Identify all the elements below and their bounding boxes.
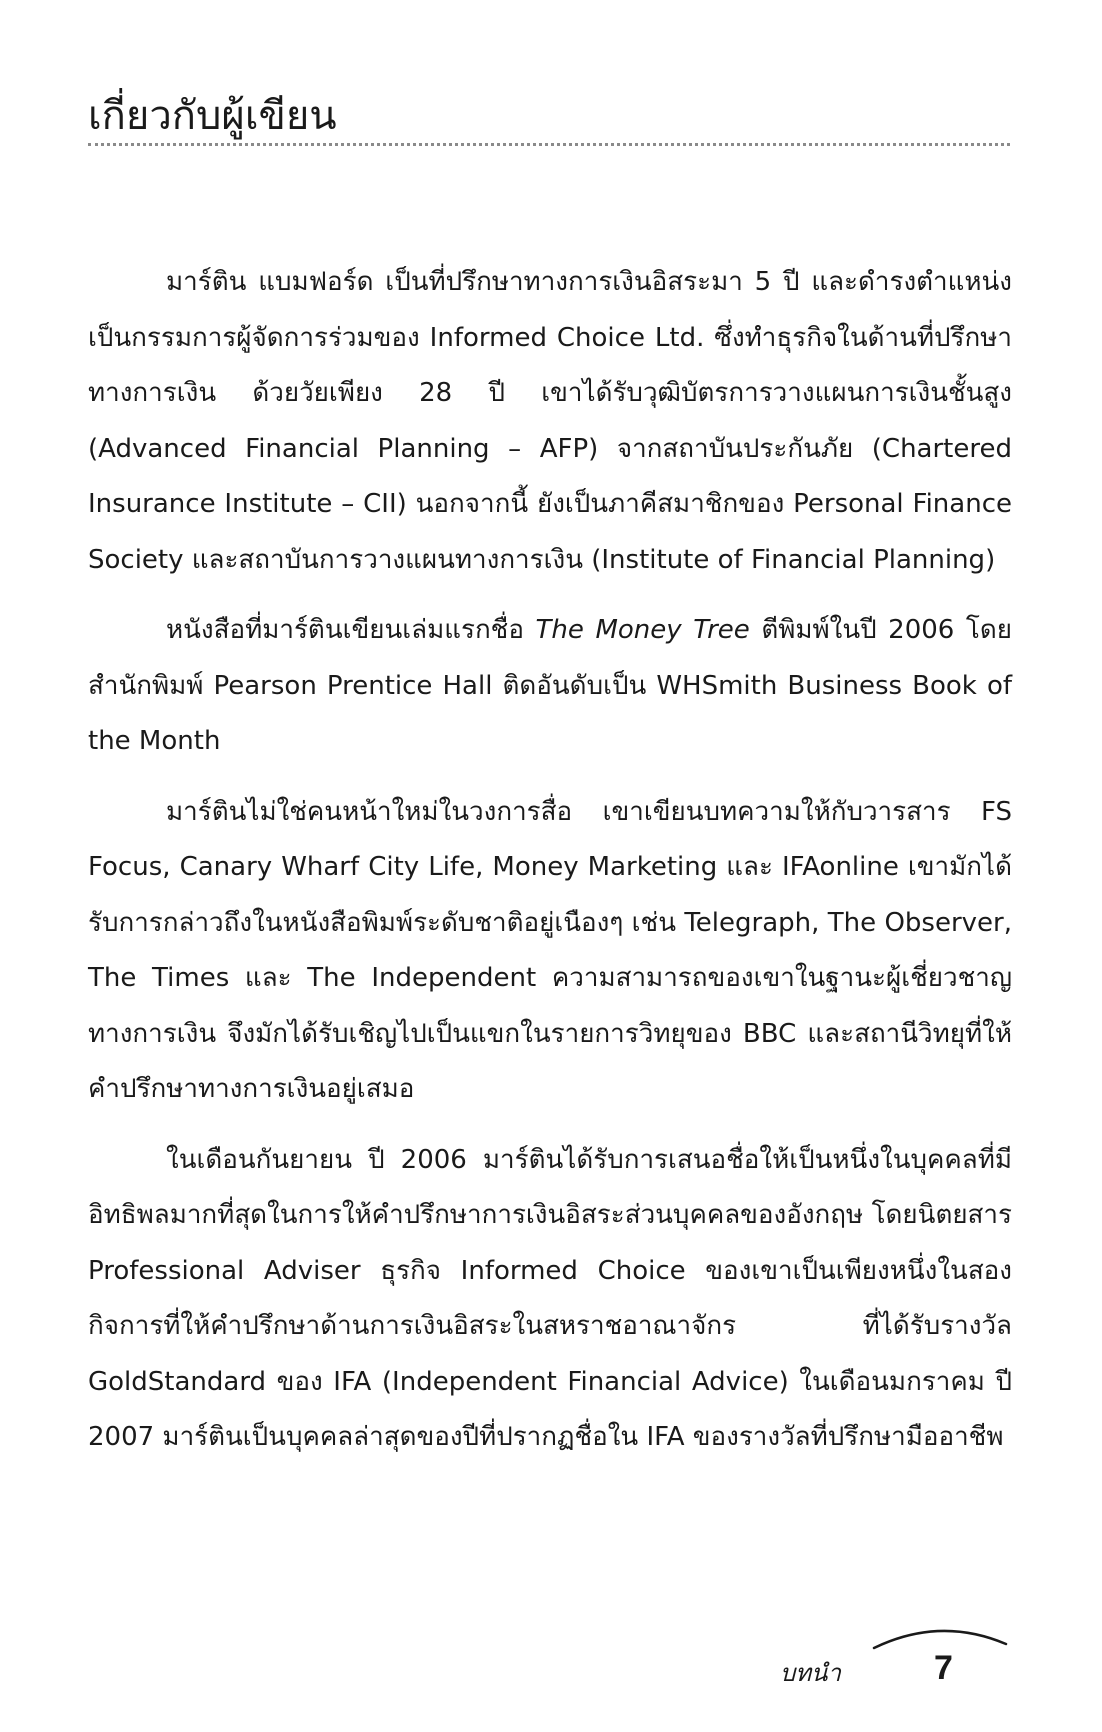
paragraph-2 (88, 603, 1012, 770)
page-footer (760, 1620, 1010, 1700)
body-text (88, 255, 1012, 1481)
paragraph-3: มาร์ตินไม่ใช่คนหน้าใหม่ในวงการสื่อ เขาเขียนบทความให้กับวารสาร FS Focus, Canary Wharf City Life, Money Marketing และ IFAonline เขามักได้รับการกล่าวถึงในหนังสือพิมพ์ระดับชาติอยู่เนืองๆ เช่น Telegraph, The Observer, The Times และ The Independent ความสามารถของเขาในฐานะผู้เชี่ยวชาญทางการเงิน จึงมักได้รับเชิญไปเป็นแขกในรายการวิทยุของ BBC และสถานีวิทยุที่ให้คำปรึกษาทางการเงินอยู่เสมอ (88, 796, 1012, 1104)
paragraph-4: ในเดือนกันยายน ปี 2006 มาร์ตินได้รับการเสนอชื่อให้เป็นหนึ่งในบุคคลที่มีอิทธิพลมากที่สุดในการให้คำปรึกษาการเงินอิสระส่วนบุคคลของอังกฤษ โดยนิตยสาร Professional Adviser ธุรกิจ Informed Choice ของเขาเป็นเพียงหนึ่งในสองกิจการที่ให้คำปรึกษาด้านการเงินอิสระในสหราชอาณาจักร ที่ได้รับรางวัล GoldStandard ของ IFA (Independent Financial Advice) ในเดือนมกราคม ปี 2007 มาร์ตินเป็นบุคคลล่าสุดของปีที่ปรากฏชื่อใน IFA ของรางวัลที่ปรึกษามืออาชีพ (88, 1144, 1012, 1452)
page-heading: เกี่ยวกับผู้เขียน (88, 93, 337, 139)
page-number: 7 (934, 1649, 953, 1687)
section-label: บทนำ (780, 1659, 841, 1687)
paragraph-1: มาร์ติน แบมฟอร์ด เป็นที่ปรึกษาทางการเงินอิสระมา 5 ปี และดำรงตำแหน่งเป็นกรรมการผู้จัดการร่วมของ Informed Choice Ltd. ซึ่งทำธุรกิจในด้านที่ปรึกษาทางการเงิน ด้วยวัยเพียง 28 ปี เขาได้รับวุฒิบัตรการวางแผนการเงินชั้นสูง (Advanced Financial Planning – AFP) จากสถาบันประกันภัย (Chartered Insurance Institute – CII) นอกจากนี้ ยังเป็นภาคีสมาชิกของ Personal Finance Society และสถาบันการวางแผนทางการเงิน (Institute of Financial Planning) (88, 267, 1012, 575)
paragraph-2-before: หนังสือที่มาร์ตินเขียนเล่มแรกชื่อ (166, 615, 536, 645)
heading-dotted-rule (88, 143, 1010, 146)
book-title: The Money Tree (535, 615, 750, 645)
paragraph-2-after: ตีพิมพ์ในปี 2006 โดยสำนักพิมพ์ Pearson Prentice Hall ติดอันดับเป็น WHSmith Business Book of the Month (88, 615, 1012, 756)
